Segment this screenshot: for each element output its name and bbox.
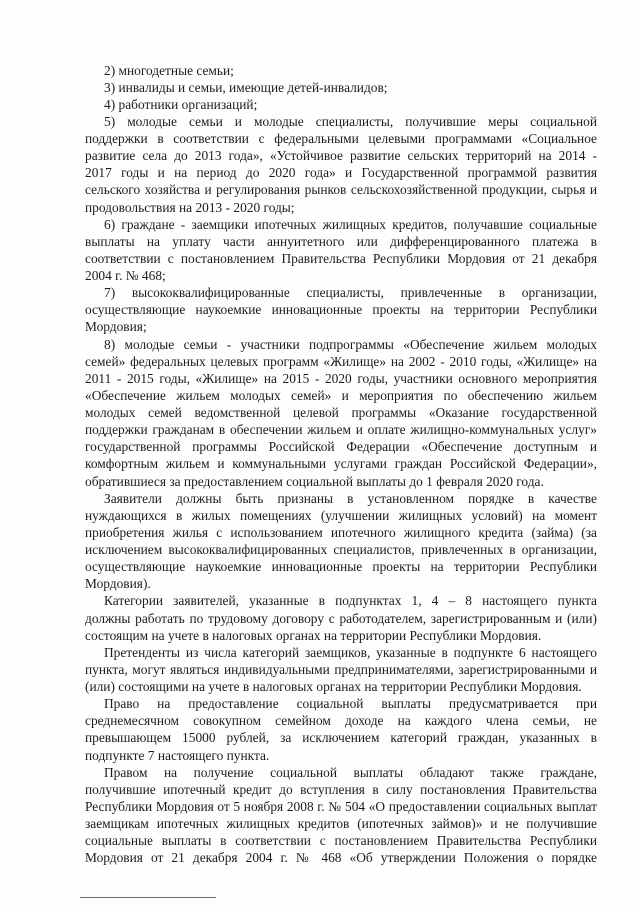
text-line: Мордовия от 21 декабря 2004 г. № 468 «Об утверждении Положения о порядке (85, 850, 597, 866)
text-line: 2) многодетные семьи; (104, 62, 234, 78)
text-line: 7) высококвалифицированные специалисты, привлеченные в организации, (104, 285, 597, 301)
paragraph-employment-requirement (85, 592, 597, 643)
list-item-2 (85, 62, 597, 79)
text-line: 8) молодые семьи - участники подпрограммы «Обеспечение жильем молодых (104, 336, 597, 352)
paragraph-prior-mortgage-holders (85, 764, 597, 867)
text-line: подпункте 7 настоящего пункта. (85, 747, 270, 763)
text-line: 6) граждане - заемщики ипотечных жилищных кредитов, получавшие социальные (104, 216, 597, 232)
text-line: Право на предоставление социальной выплаты предусматривается при (104, 696, 597, 712)
text-line: приобретения жилья с использованием ипотечного жилищного кредита (займа) (за (85, 524, 597, 540)
text-line: Заявители должны быть признаны в установленном порядке в качестве (104, 490, 597, 506)
text-line: государственной программы Российской Федерации «Обеспечение доступным и (85, 439, 597, 455)
text-line: соответствии с постановлением Правительства Республики Мордовия от 21 декабря (85, 250, 597, 266)
text-line: продовольствия на 2013 - 2020 годы; (85, 199, 295, 215)
text-line: заемщикам ипотечных жилищных кредитов (ипотечных займов)» и не получившие (85, 816, 597, 831)
text-line: 3) инвалиды и семьи, имеющие детей-инвалидов; (104, 79, 388, 95)
text-line: обратившиеся за предоставлением социальной выплаты до 1 февраля 2020 года. (85, 473, 544, 489)
text-line: Правом на получение социальной выплаты обладают также граждане, (104, 764, 597, 780)
text-line: состоящим на учете в налоговых органах на территории Республики Мордовия. (85, 627, 542, 643)
list-item-4 (85, 96, 597, 113)
paragraph-applicant-eligibility (85, 490, 597, 593)
text-line: 4) работники организаций; (104, 96, 258, 112)
text-line: поддержки гражданам в обеспечении жильем и оплате жилищно-коммунальных услуг» (85, 422, 597, 438)
text-line: 2011 - 2015 годы, «Жилище» на 2015 - 2020 годы, участники основного мероприятия (85, 370, 597, 386)
text-line: сельского хозяйства и регулирования рынков сельскохозяйственной продукции, сырья и (85, 182, 597, 198)
text-line: 5) молодые семьи и молодые специалисты, получившие меры социальной (104, 113, 597, 129)
text-line: 2017 годы и на период до 2020 года» и Государственной программой развития (85, 165, 597, 181)
text-line: пункта, могут являться индивидуальными предпринимателями, зарегистрированными и (85, 661, 597, 677)
text-line: выплаты на уплату части аннуитетного или дифференцированного платежа в (85, 233, 597, 249)
text-line: должны работать по трудовому договору с работодателем, зарегистрированным и (или) (85, 610, 597, 626)
text-line: Претенденты из числа категорий заемщиков, указанные в подпункте 6 настоящего (104, 644, 597, 660)
text-line: развитие села до 2013 года», «Устойчивое развитие сельских территорий на 2014 - (85, 148, 597, 164)
list-item-6 (85, 216, 597, 285)
text-line: нуждающихся в жилых помещениях (улучшении жилищных условий) на момент (85, 507, 597, 523)
list-item-7 (85, 284, 597, 335)
text-line: социальные выплаты в соответствии с постановлением Правительства Республики (85, 833, 597, 849)
list-item-3 (85, 79, 597, 96)
text-line: Мордовия). (85, 576, 151, 592)
document-body (85, 62, 597, 867)
text-line: комфортным жильем и коммунальными услугами граждан Российской Федерации», (85, 456, 597, 472)
list-item-5 (85, 113, 597, 216)
text-line: «Обеспечение жильем молодых семей» и мероприятия по обеспечению жильем (85, 387, 597, 403)
text-line: получившие ипотечный кредит до вступления в силу постановления Правительства (85, 781, 597, 797)
text-line: семей» федеральных целевых программ «Жилище» на 2002 - 2010 годы, «Жилище» на (85, 353, 597, 369)
text-line: поддержки в соответствии с федеральными целевыми программами «Социальное (85, 131, 597, 146)
text-line: превышающем 15000 рублей, за исключением категорий граждан, указанных в (85, 730, 597, 746)
text-line: исключением высококвалифицированных специалистов, привлеченных в организации, (85, 542, 597, 557)
list-item-8 (85, 336, 597, 490)
footer-rule (80, 897, 216, 898)
text-line: среднемесячном совокупном семейном доходе на каждого члена семьи, не (85, 713, 597, 729)
text-line: Категории заявителей, указанные в подпунктах 1, 4 – 8 настоящего пункта (104, 593, 597, 609)
text-line: Мордовия; (85, 319, 147, 335)
paragraph-entrepreneur-borrowers (85, 644, 597, 695)
text-line: осуществляющие наукоемкие инновационные проекты на территории Республики (85, 302, 597, 318)
text-line: (или) состоящими на учете в налоговых органах на территории Республики Мордовия. (85, 679, 582, 694)
text-line: 2004 г. № 468; (85, 268, 166, 283)
paragraph-income-limit (85, 695, 597, 764)
text-line: осуществляющие наукоемкие инновационные проекты на территории Республики (85, 559, 597, 575)
text-line: молодых семей ведомственной целевой программы «Оказание государственной (85, 405, 597, 420)
text-line: Республики Мордовия от 5 ноября 2008 г. № 504 «О предоставлении социальных выплат (85, 798, 597, 814)
